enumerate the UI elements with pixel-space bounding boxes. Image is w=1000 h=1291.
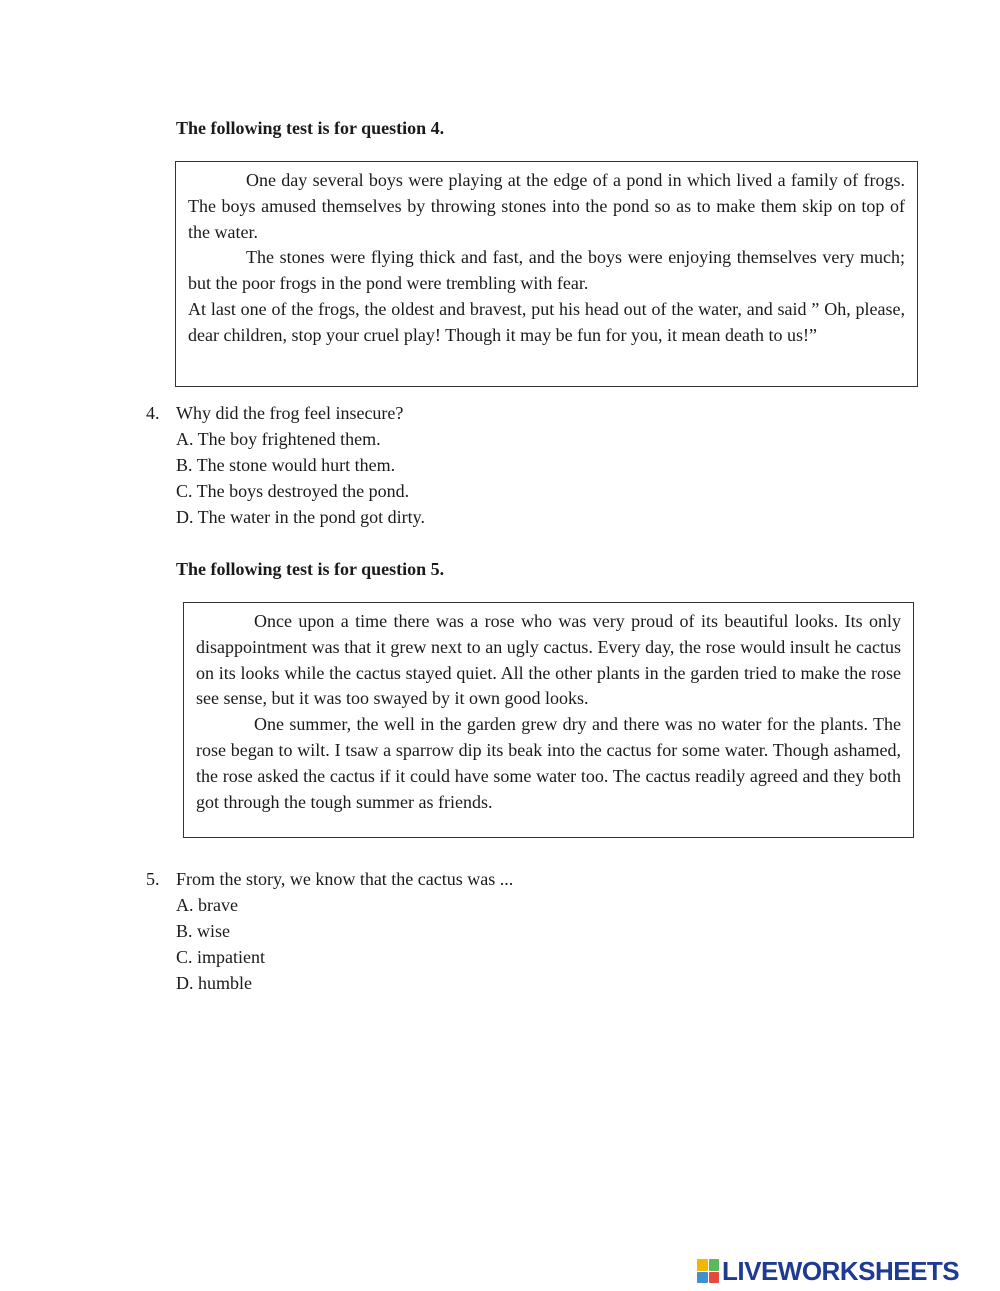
question-5-option-a: A. brave: [176, 895, 238, 915]
logo-block: [709, 1259, 720, 1271]
liveworksheets-logo: [697, 1256, 959, 1286]
question-5-text: From the story, we know that the cactus was ...: [176, 869, 514, 889]
logo-block: [709, 1272, 720, 1284]
passage-4-paragraph-3: At last one of the frogs, the oldest and bravest, put his head out of the water, and said ” Oh, please, dear children, stop your cruel play! Though it may be fun for you, it mean death to us!”: [188, 298, 905, 345]
question-5-number: 5.: [146, 869, 160, 889]
question-4-option-c: C. The boys destroyed the pond.: [176, 481, 410, 501]
logo-text: LIVEWORKSHEETS: [722, 1255, 960, 1286]
question-5: [146, 866, 513, 996]
question-4-option-a: A. The boy frightened them.: [176, 429, 381, 449]
question-4-option-b: B. The stone would hurt them.: [176, 455, 396, 475]
passage-box-5: [183, 602, 914, 838]
question-5-option-b: B. wise: [176, 921, 230, 941]
section-5-heading: The following test is for question 5.: [176, 559, 445, 579]
logo-blocks-icon: [697, 1259, 719, 1283]
passage-4-paragraph-1: One day several boys were playing at the edge of a pond in which lived a family of frogs. The boys amused themselves by throwing stones into the pond so as to make them skip on top of the water.: [188, 170, 905, 242]
question-4-number: 4.: [146, 403, 160, 423]
question-5-option-c: C. impatient: [176, 947, 265, 967]
question-4-text: Why did the frog feel insecure?: [176, 403, 404, 423]
question-5-option-d: D. humble: [176, 973, 252, 993]
section-4-heading: The following test is for question 4.: [176, 118, 445, 138]
question-4-option-d: D. The water in the pond got dirty.: [176, 507, 425, 527]
question-4: [146, 400, 425, 530]
passage-5-paragraph-1: Once upon a time there was a rose who was very proud of its beautiful looks. Its only disappointment was that it grew next to an ugly cactus. Every day, the rose would insult he cactus on its looks while the cactus stayed quiet. All the other plants in the garden tried to make the rose see sense, but it was too swayed by it own good looks.: [196, 611, 901, 709]
logo-block: [697, 1259, 708, 1271]
logo-block: [697, 1272, 708, 1284]
passage-box-4: [175, 161, 918, 387]
passage-5-paragraph-2: One summer, the well in the garden grew dry and there was no water for the plants. The rose began to wilt. I tsaw a sparrow dip its beak into the cactus for some water. Though ashamed, the rose asked the cactus if it could have some water too. The cactus readily agreed and they both got through the tough summer as friends.: [196, 714, 901, 812]
passage-4-paragraph-2: The stones were flying thick and fast, and the boys were enjoying themselves very much; but the poor frogs in the pond were trembling with fear.: [188, 247, 905, 294]
